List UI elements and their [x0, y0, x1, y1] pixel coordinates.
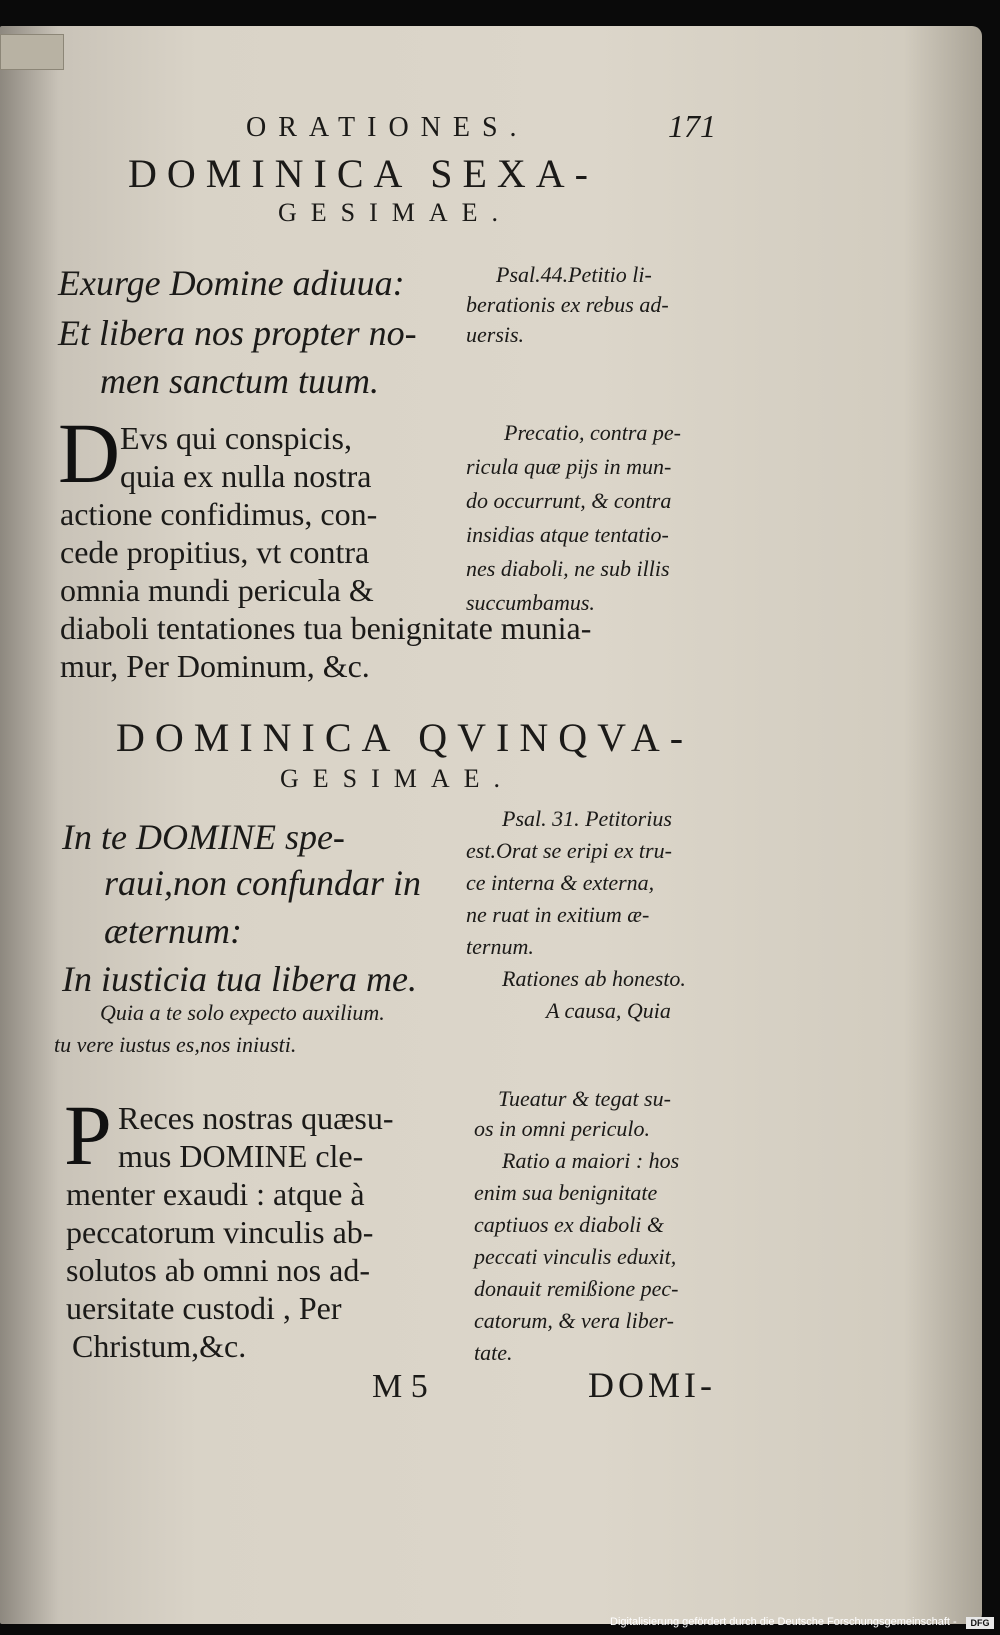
section2-heading-line1: DOMINICA QVINQVA- — [116, 715, 694, 760]
section1-prayer-note-line: ricula quæ pijs in mun- — [466, 454, 672, 479]
section2-prayer-line: mus DOMINE cle- — [118, 1138, 364, 1174]
section2-prayer-line: solutos ab omni nos ad- — [66, 1252, 370, 1288]
section2-prayer-line: uersitate custodi , Per — [66, 1290, 342, 1326]
section2-dropcap: P — [64, 1087, 112, 1183]
section1-prayer-note-line: nes diaboli, ne sub illis — [466, 556, 670, 581]
section2-prayer-line: Reces nostras quæsu- — [118, 1100, 394, 1136]
section2-prayer-note-line: Tueatur & tegat su- — [498, 1086, 671, 1111]
section1-prayer-note-line: insidias atque tentatio- — [466, 522, 669, 547]
section1-verse-line: Exurge Domine adiuua: — [58, 263, 405, 303]
section1-prayer-line: omnia mundi pericula & — [60, 572, 374, 608]
section1-prayer-line: mur, Per Dominum, &c. — [60, 648, 370, 684]
section2-prayer-line: peccatorum vinculis ab- — [66, 1214, 374, 1250]
section2-prayer-note-line: enim sua benignitate — [474, 1180, 658, 1205]
digitization-credit: Digitalisierung gefördert durch die Deutsche Forschungsgemeinschaft - — [610, 1616, 957, 1628]
section1-prayer-note-line: succumbamus. — [466, 590, 595, 615]
section2-gloss-line: tu vere iustus es,nos iniusti. — [54, 1032, 297, 1057]
section1-prayer-line: Evs qui conspicis, — [120, 420, 352, 456]
section2-prayer-note-line: catorum, & vera liber- — [474, 1308, 674, 1333]
catchword: DOMI- — [588, 1365, 716, 1405]
section2-verse-note-line: est.Orat se eripi ex tru- — [466, 838, 672, 863]
section2-verse-line: raui,non confundar in — [104, 863, 422, 903]
signature-mark: M 5 — [372, 1368, 428, 1405]
section2-verse-note-line: ce interna & externa, — [466, 870, 655, 895]
section1-dropcap: D — [58, 405, 121, 501]
section2-verse-line: æternum: — [104, 911, 242, 951]
section1-verse-note-line: uersis. — [466, 322, 525, 347]
section2-prayer-line: menter exaudi : atque à — [66, 1176, 365, 1212]
dfg-logo: DFG — [966, 1617, 994, 1629]
section1-prayer-note-line: do occurrunt, & contra — [466, 488, 672, 513]
section2-prayer-note-line: captiuos ex diaboli & — [474, 1212, 665, 1237]
section2-heading-line2: GESIMAE. — [280, 764, 515, 793]
running-title: ORATIONES. — [246, 112, 529, 143]
section2-prayer-note-line: Ratio a maiori : hos — [502, 1148, 680, 1173]
section2-prayer-note-line: peccati vinculis eduxit, — [474, 1244, 677, 1269]
section2-verse-note-line: ne ruat in exitium æ- — [466, 902, 650, 927]
section1-verse-note-line: berationis ex rebus ad- — [466, 292, 669, 317]
section1-verse-line: men sanctum tuum. — [100, 361, 379, 401]
page-number: 171 — [668, 108, 716, 144]
section2-verse-note-line: Rationes ab honesto. — [502, 966, 686, 991]
section1-prayer-line: diaboli tentationes tua benignitate munia- — [60, 610, 592, 646]
section2-prayer-line: Christum,&c. — [72, 1328, 247, 1364]
section2-verse-line: In iusticia tua libera me. — [62, 959, 417, 999]
page-tab — [0, 34, 64, 70]
section2-verse-line: In te DOMINE spe- — [62, 817, 345, 857]
section1-prayer-line: actione confidimus, con- — [60, 496, 378, 532]
section2-verse-note-line: A causa, Quia — [546, 998, 671, 1023]
section1-verse-note-line: Psal.44.Petitio li- — [496, 262, 652, 287]
section2-prayer-note-line: tate. — [474, 1340, 513, 1365]
section2-prayer-note-line: donauit remißione pec- — [474, 1276, 679, 1301]
section2-verse-note-line: ternum. — [466, 934, 534, 959]
section1-prayer-note-line: Precatio, contra pe- — [504, 420, 681, 445]
section1-verse-line: Et libera nos propter no- — [58, 313, 417, 353]
section2-gloss-line: Quia a te solo expecto auxilium. — [100, 1000, 385, 1025]
section2-verse-note-line: Psal. 31. Petitorius — [502, 806, 672, 831]
section1-prayer-line: cede propitius, vt contra — [60, 534, 370, 570]
section2-prayer-note-line: os in omni periculo. — [474, 1116, 650, 1141]
section1-prayer-line: quia ex nulla nostra — [120, 458, 372, 494]
section1-heading-line1: DOMINICA SEXA- — [128, 151, 598, 196]
section1-heading-line2: GESIMAE. — [278, 198, 513, 227]
